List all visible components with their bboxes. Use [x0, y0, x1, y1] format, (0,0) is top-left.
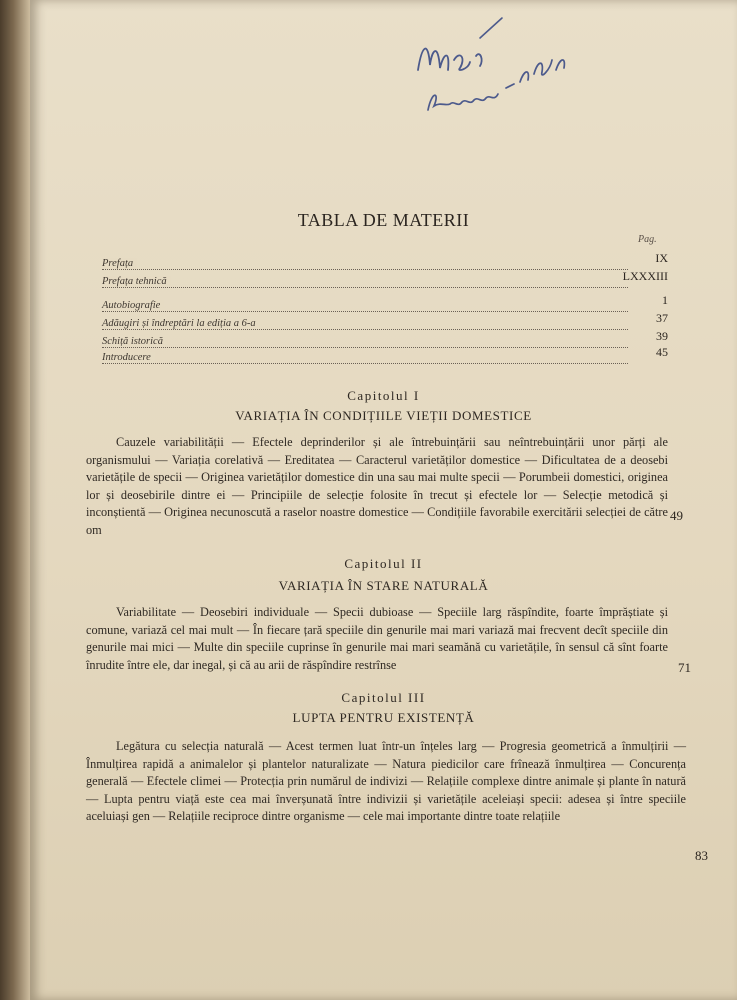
toc-entry-label: Introducere [102, 352, 155, 363]
chapter-page: 83 [695, 848, 708, 863]
toc-entry [102, 251, 668, 274]
book-spine [0, 0, 30, 1000]
chapter-title: VARIAȚIA ÎN CONDIȚIILE VIEȚII DOMESTICE [235, 408, 532, 423]
page-title: TABLA DE MATERII [297, 210, 470, 230]
signature-drawing [410, 10, 570, 140]
chapter-summary: Legătura cu selecția naturală — Acest termen luat într-un înțeles larg — Progresia geometrică a înmulțirii — Înmulțirea rapidă a animalelor și plantelor naturalizate — Natura piedicilor care frînează înmulțirea — Concurența generală — Efectele climei — Protecția prin numărul de indivizi — Relațiile complexe dintre animale și plante în natură — Lupta pentru viață este cea mai înverșunată între indivizii și varietățile aceleiași specii: adesea și între speciile aceluiași gen — Relațiile reciproce dintre organisme — cele mai importante dintre toate relațiile [86, 739, 686, 823]
chapter-page: 49 [670, 508, 683, 523]
chapter-heading: Capitolul II [344, 556, 423, 571]
chapter-title: VARIAȚIA ÎN STARE NATURALĂ [278, 578, 489, 593]
chapter-summary: Variabilitate — Deosebiri individuale — Specii dubioase — Speciile larg răspîndite, foarte împrăștiate și comune, variază cel mai mult — În fiecare țară speciile din genurile mai mari variază mai frecvent decît speciile din genurile mai mici — Multe din speciile cuprinse în genurile mai mari seamănă cu varietățile, în sensul că sînt foarte înrudite între ele, dar inegal, și că au arii de răspîndire restrînse [86, 605, 668, 672]
toc-entry-label: Adăugiri și îndreptări la ediția a 6-a [102, 318, 260, 329]
toc-entry-label: Schiță istorică [102, 336, 167, 347]
leader-dots [102, 267, 628, 270]
toc-entry-page: 37 [656, 311, 668, 325]
toc-entry [102, 293, 668, 316]
chapter-title: LUPTA PENTRU EXISTENȚĂ [292, 710, 475, 725]
chapter-heading: Capitolul III [341, 690, 426, 705]
page-column-label: Pag. [638, 234, 657, 245]
toc-entry-page: 1 [662, 293, 668, 307]
toc-entry-label: Autobiografie [102, 300, 164, 311]
leader-dots [102, 309, 628, 312]
toc-entry [102, 311, 668, 334]
leader-dots [102, 285, 628, 288]
leader-dots [102, 345, 628, 348]
leader-dots [102, 361, 628, 364]
chapter-page: 71 [678, 660, 691, 675]
toc-entry-page: 39 [656, 329, 668, 343]
toc-entry [102, 345, 668, 368]
toc-entry-label: Prefața [102, 258, 137, 269]
toc-entry-label: Prefața tehnică [102, 276, 171, 287]
toc-entry-page: IX [655, 251, 668, 265]
chapter-summary: Cauzele variabilității — Efectele deprinderilor și ale întrebuințării sau neîntrebuințării unor părți ale organismului — Variația corelativă — Ereditatea — Caracterul varietăților domestice — Dificultatea de a deosebi varietățile de specii — Originea varietăților domestice din una sau mai multe specii — Porumbeii domestici, originea lor și deosebirile dintre ei — Principiile de selecție folosite în trecut și efectele lor — Selecție metodică și inconștientă — Originea necunoscută a raselor noastre domestice — Condițiile favorabile exercitării selecției de către om [86, 435, 668, 537]
toc-entry-page: 45 [656, 345, 668, 359]
book-page [30, 0, 737, 1000]
chapter-heading: Capitolul I [347, 388, 420, 403]
toc-entry [102, 269, 668, 292]
toc-entry-page: LXXXIII [622, 269, 668, 283]
toc-entry [102, 329, 668, 352]
handwritten-signature [410, 10, 570, 140]
